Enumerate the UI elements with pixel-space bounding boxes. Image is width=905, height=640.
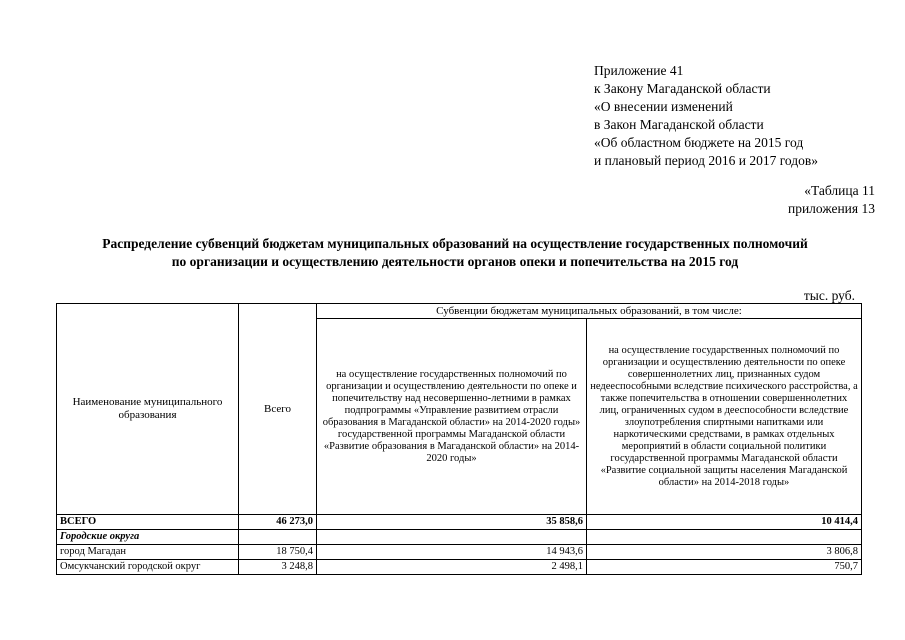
empty-cell xyxy=(317,530,587,545)
row-col1: 2 498,1 xyxy=(317,560,587,575)
table-reference xyxy=(788,182,875,218)
row-name: Омсукчанский городской округ xyxy=(57,560,239,575)
header-guardianship-adults: на осуществление государственных полномочий по организации и осуществлению деятельности по опеке совершеннолетних лиц, признанных судом недееспособными вследствие психического расстройства, а также попечительства в отношении совершеннолетних лиц, ограниченных судом в дееспособности вследствие злоупотребления спиртными напитками или наркотическими средствами, в рамках отдельных мероприятий в области социальной политики государственной программы Магаданской области «Развитие социальной защиты населения Магаданской области» на 2014-2018 годы» xyxy=(587,319,862,515)
table-ref-line: приложения 13 xyxy=(787,201,875,216)
header-guardianship-minors: на осуществление государственных полномочий по организации и осуществлению деятельности по опеке и попечительству над несовершенно-летними в рамках подпрограммы «Управление развитием отрасли образования в Магаданской области» на 2014-2020 годы» государственной программы Магаданской области «Развитие образования в Магаданской области» на 2014-2020 годы» xyxy=(317,319,587,515)
empty-cell xyxy=(239,530,317,545)
header-subventions: Субвенции бюджетам муниципальных образований, в том числе: xyxy=(317,304,862,319)
appendix-reference xyxy=(594,62,818,170)
row-name: город Магадан xyxy=(57,545,239,560)
row-name: ВСЕГО xyxy=(57,515,239,530)
row-col2: 750,7 xyxy=(587,560,862,575)
table-ref-line: «Таблица 11 xyxy=(804,183,875,198)
appendix-line: «Об областном бюджете на 2015 год xyxy=(594,135,804,150)
empty-cell xyxy=(587,530,862,545)
appendix-line: и плановый период 2016 и 2017 годов» xyxy=(594,153,819,168)
unit-label: тыс. руб. xyxy=(803,288,855,303)
table-row-section xyxy=(57,530,862,545)
title-line: по организации и осуществлению деятельности органов опеки и попечительства на 2015 год xyxy=(171,254,739,269)
table-row xyxy=(57,560,862,575)
table-row-total xyxy=(57,515,862,530)
row-total: 3 248,8 xyxy=(239,560,317,575)
row-col2: 3 806,8 xyxy=(587,545,862,560)
appendix-line: в Закон Магаданской области xyxy=(594,117,764,132)
document-title xyxy=(40,235,870,271)
row-col1: 14 943,6 xyxy=(317,545,587,560)
header-total: Всего xyxy=(239,304,317,515)
row-total: 18 750,4 xyxy=(239,545,317,560)
header-name: Наименование муниципального образования xyxy=(57,304,239,515)
appendix-line: «О внесении изменений xyxy=(594,99,733,114)
section-name: Городские округа xyxy=(57,530,239,545)
subventions-table xyxy=(56,303,862,575)
appendix-line: к Закону Магаданской области xyxy=(594,81,771,96)
appendix-line: Приложение 41 xyxy=(594,63,684,78)
title-line: Распределение субвенций бюджетам муниципальных образований на осуществление государственных полномочий xyxy=(102,236,808,251)
row-col2: 10 414,4 xyxy=(587,515,862,530)
table-row xyxy=(57,545,862,560)
row-col1: 35 858,6 xyxy=(317,515,587,530)
row-total: 46 273,0 xyxy=(239,515,317,530)
